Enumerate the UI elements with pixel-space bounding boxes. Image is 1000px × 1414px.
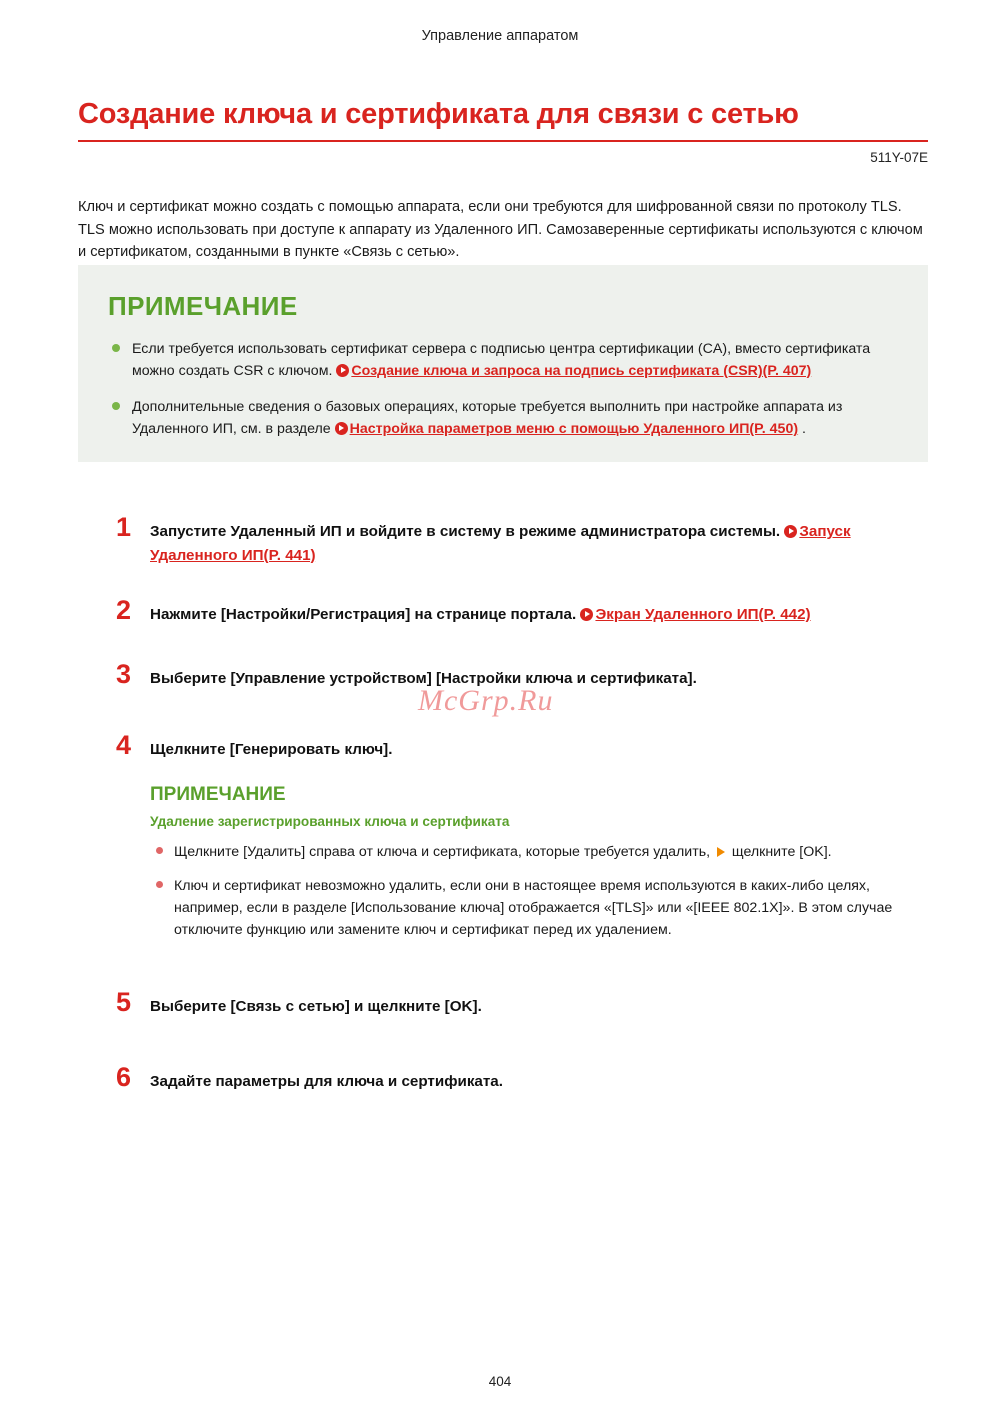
intro-paragraph: Ключ и сертификат можно создать с помощью аппарата, если они требуются для шифрованной связи по протоколу TLS. TLS можно использовать при доступе к аппарату из Удаленного ИП. Самозаверенные сертификаты используются с ключом и сертификатом, созданными в пункте «Связь с сетью». [78, 199, 923, 261]
steps-list [78, 512, 928, 1094]
running-head: Управление аппаратом [421, 28, 579, 44]
sub-note-item-pre: Щелкните [Удалить] справа от ключа и сертификата, которые требуется удалить, [174, 843, 714, 860]
sub-note-callout [150, 784, 928, 941]
list-item [174, 875, 928, 941]
step-2 [78, 595, 928, 627]
step-text: Задайте параметры для ключа и сертификата. [150, 1073, 503, 1091]
list-item [132, 338, 894, 382]
cross-reference-link[interactable] [336, 363, 811, 379]
step-4 [78, 730, 928, 941]
note-item-tail: . [798, 421, 806, 437]
note-callout [78, 265, 928, 462]
bullet-icon [112, 402, 120, 410]
step-5 [78, 986, 928, 1019]
bullet-icon [156, 847, 163, 854]
step-number: 4 [116, 730, 132, 761]
step-body: Запустите Удаленный ИП и войдите в систему в режиме администратора системы. [150, 523, 785, 540]
play-circle-icon [336, 364, 349, 377]
sub-note-subtitle: Удаление зарегистрированных ключа и сертификата [150, 813, 510, 829]
page-number: 404 [488, 1374, 512, 1389]
cross-reference-label: Настройка параметров меню с помощью Удаленного ИП(P. 450) [349, 421, 799, 437]
bullet-icon [112, 344, 120, 352]
note-item-text: Дополнительные сведения о базовых операциях, которые требуется выполнить при настройке аппарата из Удаленного ИП, см. в разделе [132, 399, 843, 437]
document-code: 511Y-07E [870, 150, 928, 165]
step-text: Выберите [Связь с сетью] и щелкните [OK]. [150, 997, 482, 1015]
step-number: 1 [116, 512, 132, 542]
sub-note-item-post: щелкните [OK]. [727, 843, 832, 860]
step-number: 3 [116, 658, 132, 689]
list-item [174, 841, 928, 863]
step-number: 5 [116, 986, 132, 1017]
step-number: 6 [116, 1062, 132, 1093]
title-divider [78, 140, 928, 142]
step-text [150, 520, 928, 567]
play-circle-icon [335, 422, 348, 435]
step-body: Нажмите [Настройки/Регистрация] на странице портала. [150, 606, 581, 624]
title-block [78, 98, 928, 142]
step-text [150, 603, 928, 627]
cross-reference-link[interactable] [335, 421, 798, 437]
step-number: 2 [116, 595, 132, 626]
cross-reference-label: Запуск Удаленного ИП(P. 441) [150, 523, 851, 564]
page-title: Создание ключа и сертификата для связи с сетью [78, 98, 799, 130]
watermark: McGrp.Ru [418, 684, 554, 717]
note-item-text: Если требуется использовать сертификат сервера с подписью центра сертификации (CA), вместо сертификата можно создать CSR с ключом. [132, 341, 871, 379]
note-list [78, 338, 928, 440]
arrow-right-icon [717, 847, 725, 857]
step-text: Щелкните [Генерировать ключ]. [150, 741, 393, 759]
play-circle-icon [784, 525, 797, 538]
cross-reference-link[interactable] [580, 606, 810, 623]
cross-reference-label: Создание ключа и запроса на подпись сертификата (CSR)(P. 407) [351, 363, 812, 379]
step-6 [78, 1062, 928, 1094]
cross-reference-label: Экран Удаленного ИП(P. 442) [595, 606, 811, 624]
sub-note-title: ПРИМЕЧАНИЕ [150, 783, 286, 805]
sub-note-list [150, 841, 928, 941]
play-circle-icon [580, 608, 593, 621]
step-text: Выберите [Управление устройством] [Настройки ключа и сертификата]. [150, 669, 697, 687]
list-item [132, 396, 894, 440]
bullet-icon [156, 881, 163, 888]
sub-note-item-pre: Ключ и сертификат невозможно удалить, если они в настоящее время используются в каких-либо целях, например, если в разделе [Использование ключа] отображается «[TLS]» или «[IEEE 802.1X]». В этом случае отключите функцию или замените ключ и сертификат перед их удалением. [174, 877, 893, 938]
step-1 [78, 512, 928, 567]
step-3 [78, 658, 928, 691]
note-title: ПРИМЕЧАНИЕ [108, 291, 298, 321]
